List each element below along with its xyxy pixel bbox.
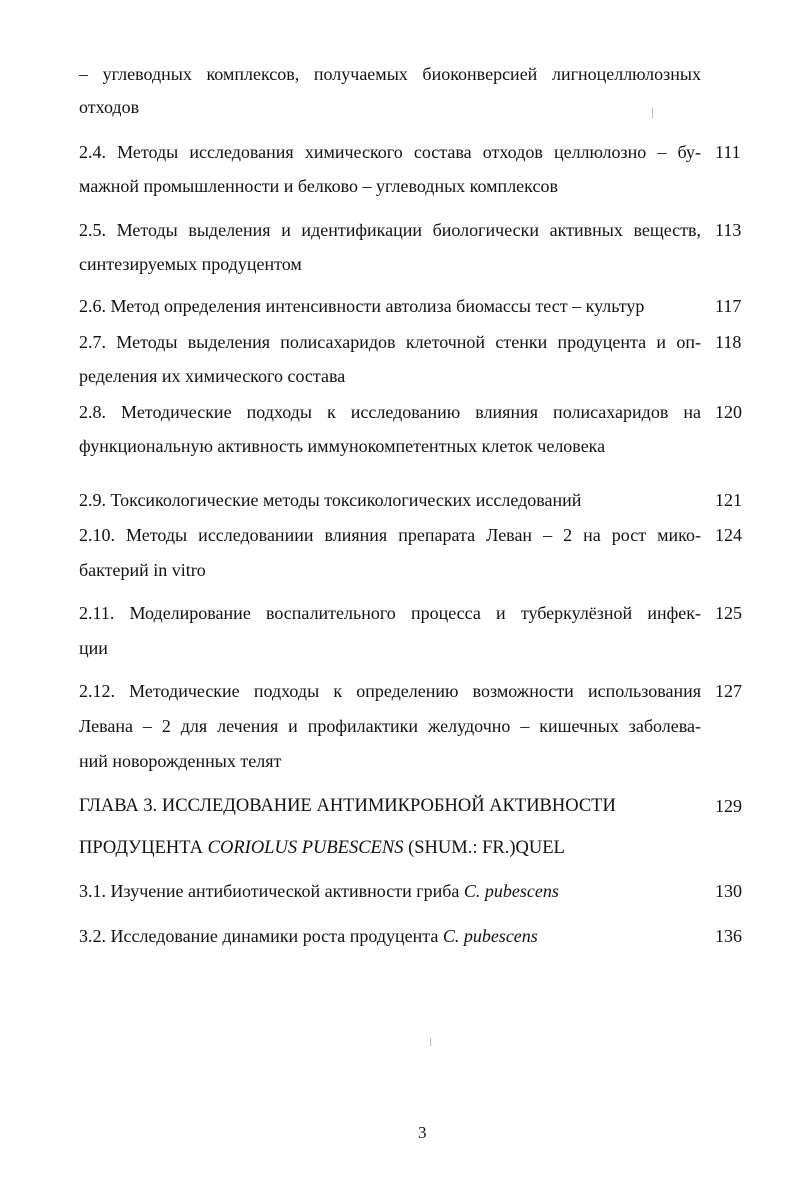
toc-page-2-4: 111 (715, 142, 741, 162)
toc-page-2-6: 117 (715, 296, 742, 316)
toc-entry-2-11-line2: ции (79, 638, 108, 658)
toc-entry-2-5-line1: 2.5. Методы выделения и идентификации биологически активных веществ, (79, 220, 701, 240)
toc-entry-2-8-line2: функциональную активность иммунокомпетентных клеток человека (79, 436, 606, 456)
toc-entry-2-7-line2: ределения их химического состава (79, 366, 346, 386)
toc-page-2-8: 120 (715, 402, 742, 422)
toc-page-2-7: 118 (715, 332, 742, 352)
chapter-3-heading-line2: ПРОДУЦЕНТА CORIOLUS PUBESCENS (SHUM.: FR.)QUEL (79, 838, 565, 858)
toc-page-2-10: 124 (715, 525, 742, 545)
toc-entry-2-10-line1: 2.10. Методы исследованиии влияния препарата Леван – 2 на рост мико- (79, 525, 701, 545)
page-number: 3 (418, 1123, 427, 1142)
chapter-3-heading-line1: ГЛАВА 3. ИССЛЕДОВАНИЕ АНТИМИКРОБНОЙ АКТИВНОСТИ (79, 796, 616, 816)
toc-entry-3-1: 3.1. Изучение антибиотической активности гриба C. pubescens (79, 881, 559, 901)
toc-entry-3-2: 3.2. Исследование динамики роста продуцента C. pubescens (79, 926, 538, 946)
toc-page-3-2: 136 (715, 926, 742, 946)
toc-entry-2-4-line1: 2.4. Методы исследования химического состава отходов целлюлозно – бу- (79, 142, 701, 162)
toc-page-chapter-3: 129 (715, 796, 742, 816)
toc-entry-2-5-line2: синтезируемых продуцентом (79, 254, 302, 274)
toc-entry-continued-line2: отходов (79, 97, 140, 117)
toc-page-3-1: 130 (715, 881, 742, 901)
toc-page-2-9: 121 (715, 490, 742, 510)
toc-page-2-12: 127 (715, 681, 742, 701)
toc-entry-2-10-line2: бактерий in vitro (79, 560, 206, 580)
toc-entry-2-12-line3: ний новорожденных телят (79, 751, 282, 771)
scan-speck (652, 108, 653, 118)
toc-entry-continued-line1: – углеводных комплексов, получаемых биоконверсией лигноцеллюлозных (79, 64, 701, 84)
scan-speck (430, 1038, 431, 1046)
toc-entry-2-7-line1: 2.7. Методы выделения полисахаридов клеточной стенки продуцента и оп- (79, 332, 701, 352)
toc-entry-2-6: 2.6. Метод определения интенсивности автолиза биомассы тест – культур (79, 296, 645, 316)
toc-entry-2-12-line2: Левана – 2 для лечения и профилактики желудочно – кишечных заболева- (79, 716, 701, 736)
toc-entry-2-11-line1: 2.11. Моделирование воспалительного процесса и туберкулёзной инфек- (79, 603, 701, 623)
toc-entry-2-12-line1: 2.12. Методические подходы к определению возможности использования (79, 681, 701, 701)
toc-page-2-11: 125 (715, 603, 742, 623)
toc-page-2-5: 113 (715, 220, 742, 240)
toc-entry-2-8-line1: 2.8. Методические подходы к исследованию влияния полисахаридов на (79, 402, 701, 422)
toc-entry-2-9: 2.9. Токсикологические методы токсикологических исследований (79, 490, 582, 510)
toc-entry-2-4-line2: мажной промышленности и белково – углеводных комплексов (79, 176, 558, 196)
